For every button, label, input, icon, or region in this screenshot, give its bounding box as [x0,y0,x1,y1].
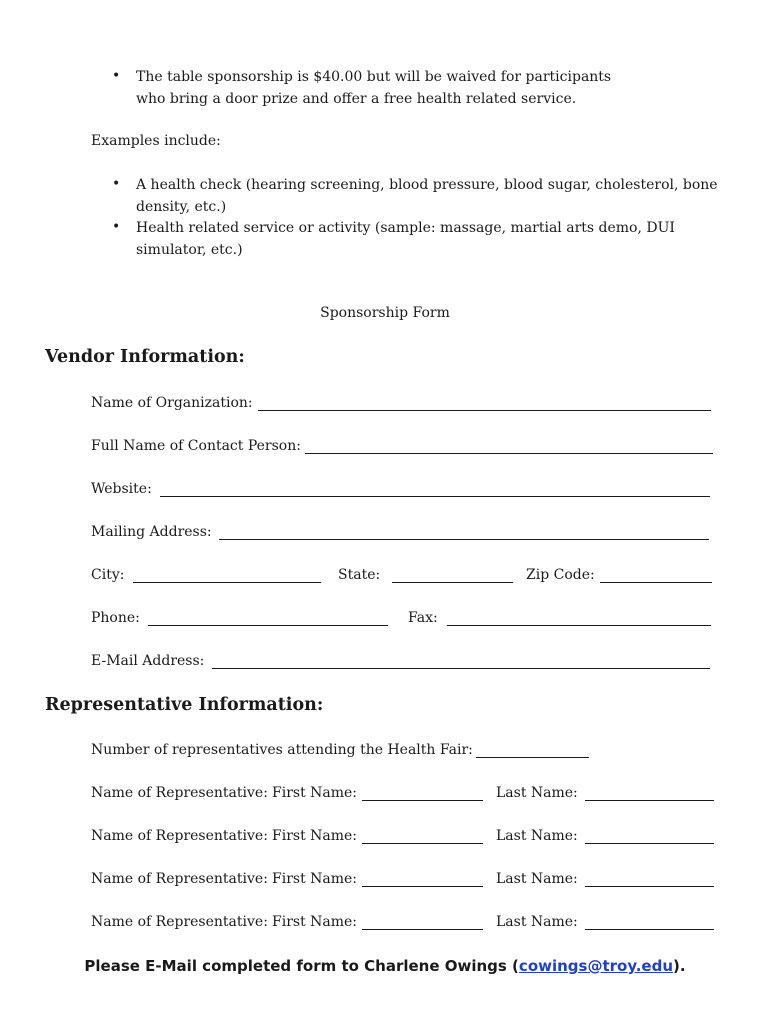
contact-field[interactable] [305,453,713,454]
website-label: Website: [91,481,152,497]
bullet-2-dot: • [112,176,121,192]
contact-email-link[interactable]: cowings@troy.edu [518,957,674,975]
bullet-2-line-1: A health check (hearing screening, blood pressure, blood sugar, cholesterol, bone [136,177,718,193]
rep-2-first-field[interactable] [362,843,483,844]
rep-4-first-field[interactable] [362,929,483,930]
bullet-1-dot: • [112,68,121,84]
footer-prefix: Please E-Mail completed form to Charlene Owings ( [84,957,519,975]
bullet-2-text [136,175,718,218]
bullet-3-dot: • [112,219,121,235]
rep-4-last-field[interactable] [585,929,714,930]
rep-3-first-label: First Name: [272,871,358,887]
phone-field[interactable] [148,625,388,626]
rep-4-first-label: First Name: [272,914,358,930]
org-field[interactable] [258,410,711,411]
phone-label: Phone: [91,610,140,626]
bullet-1-line-1: The table sponsorship is $40.00 but will be waived for participants [136,69,612,85]
rep-3-first-field[interactable] [362,886,483,887]
rep-1-first-label: First Name: [272,785,358,801]
footer-suffix: ). [673,957,686,975]
mailing-label: Mailing Address: [91,524,212,540]
representative-heading: Representative Information: [45,695,324,715]
rep-2-last-field[interactable] [585,843,714,844]
rep-2-first-label: First Name: [272,828,358,844]
bullet-3-line-1: Health related service or activity (sample: massage, martial arts demo, DUI [136,220,675,236]
email-label: E-Mail Address: [91,653,205,669]
bullet-3-line-2: simulator, etc.) [136,241,243,258]
rep-2-label: Name of Representative: [91,828,268,844]
rep-count-label: Number of representatives attending the Health Fair: [91,742,473,758]
rep-count-field[interactable] [476,757,589,758]
rep-4-last-label: Last Name: [496,914,578,930]
rep-1-last-label: Last Name: [496,785,578,801]
rep-3-label: Name of Representative: [91,871,268,887]
form-title: Sponsorship Form [320,305,450,321]
city-label: City: [91,567,125,583]
city-field[interactable] [133,582,321,583]
rep-1-last-field[interactable] [585,800,714,801]
contact-label: Full Name of Contact Person: [91,438,301,454]
rep-1-label: Name of Representative: [91,785,268,801]
fax-field[interactable] [447,625,711,626]
zip-label: Zip Code: [526,567,595,583]
fax-label: Fax: [408,610,438,626]
examples-label: Examples include: [91,133,221,149]
mailing-field[interactable] [219,539,709,540]
state-field[interactable] [392,582,513,583]
rep-3-last-field[interactable] [585,886,714,887]
rep-3-last-label: Last Name: [496,871,578,887]
rep-4-label: Name of Representative: [91,914,268,930]
bullet-2-line-2: density, etc.) [136,198,227,215]
rep-1-first-field[interactable] [362,800,483,801]
zip-field[interactable] [600,582,712,583]
rep-2-last-label: Last Name: [496,828,578,844]
email-field[interactable] [212,668,710,669]
bullet-1-text [136,67,611,110]
bullet-3-text [136,218,675,261]
vendor-heading: Vendor Information: [45,347,245,367]
state-label: State: [338,567,381,583]
org-label: Name of Organization: [91,395,253,411]
bullet-1-line-2: who bring a door prize and offer a free health related service. [136,90,577,107]
website-field[interactable] [160,496,710,497]
footer-instruction [0,957,770,975]
